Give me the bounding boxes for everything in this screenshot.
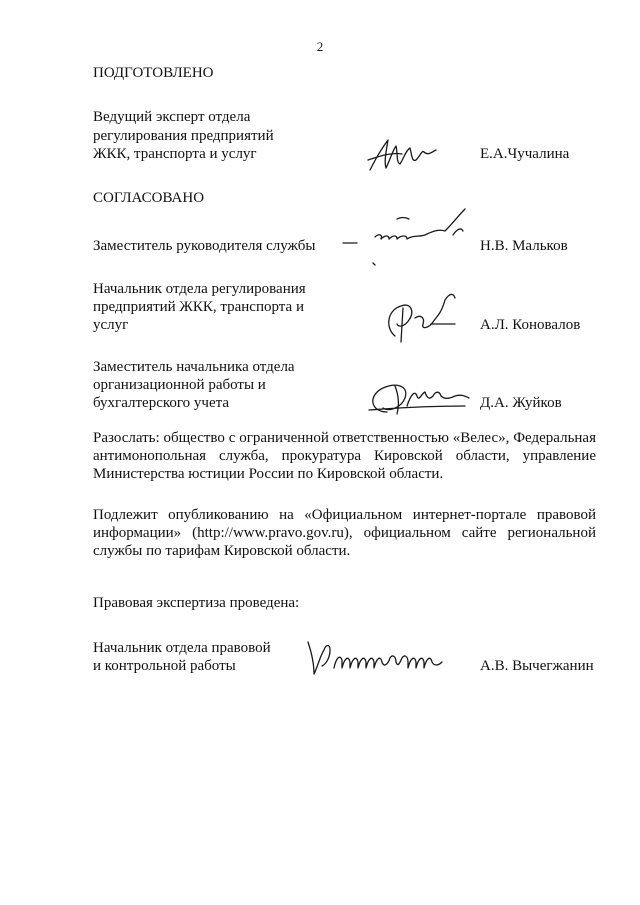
signature-zhuykov	[365, 372, 475, 422]
prepared-name: Е.А.Чучалина	[480, 146, 570, 162]
signature-chuchalina	[362, 130, 442, 180]
agreed-heading: СОГЛАСОВАНО	[93, 190, 205, 206]
signer-2-position-line-2: предприятий ЖКК, транспорта и	[93, 299, 304, 315]
signer-3-position-line-1: Заместитель начальника отдела	[93, 359, 295, 375]
legal-review-heading: Правовая экспертиза проведена:	[93, 595, 300, 611]
signer-3-position-line-2: организационной работы и	[93, 377, 266, 393]
signature-vychegzhanin	[300, 632, 470, 682]
distribution-paragraph: Разослать: общество с ограниченной ответственностью «Велес», Федеральная антимонопольная служба, прокуратура Кировской области, управление Министерства юстиции России по Кировской области.	[93, 430, 596, 482]
signer-1-position-line-1: Заместитель руководителя службы	[93, 238, 316, 254]
signer-2-position-line-1: Начальник отдела регулирования	[93, 281, 306, 297]
prepared-position-line-1: Ведущий эксперт отдела	[93, 109, 251, 125]
legal-review-name: А.В. Вычегжанин	[480, 658, 594, 674]
page-number: 2	[316, 39, 324, 54]
legal-review-position-line-2: и контрольной работы	[93, 658, 236, 674]
signer-1-name: Н.В. Мальков	[480, 238, 568, 254]
publication-paragraph: Подлежит опубликованию на «Официальном интернет-портале правовой информации» (http://www.pravo.gov.ru), официальном сайте региональной службы по тарифам Кировской области.	[93, 507, 596, 559]
prepared-position-line-3: ЖКК, транспорта и услуг	[93, 146, 257, 162]
prepared-position-line-2: регулирования предприятий	[93, 128, 274, 144]
signature-malkov	[335, 205, 485, 275]
signer-3-position-line-3: бухгалтерского учета	[93, 395, 230, 411]
prepared-heading: ПОДГОТОВЛЕНО	[93, 65, 214, 81]
signer-3-name: Д.А. Жуйков	[480, 395, 562, 411]
signer-2-name: А.Л. Коновалов	[480, 317, 581, 333]
signature-konovalov	[375, 288, 465, 348]
legal-review-position-line-1: Начальник отдела правовой	[93, 640, 271, 656]
signer-2-position-line-3: услуг	[93, 317, 129, 333]
